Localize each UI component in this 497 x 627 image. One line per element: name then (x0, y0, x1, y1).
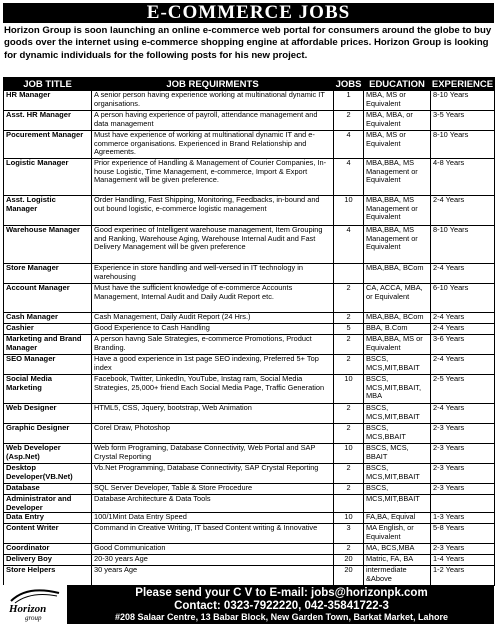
footer-email-line: Please send your C V to E-mail: jobs@horizonpk.com (135, 587, 428, 599)
job-title-cell: Cash Manager (4, 313, 92, 324)
education-cell: BBA, B.Com (364, 324, 431, 335)
experience-cell: 5-8 Years (431, 524, 495, 544)
job-count-cell: 4 (334, 226, 364, 264)
job-count-cell: 10 (334, 196, 364, 226)
experience-cell: 1-2 Years (431, 566, 495, 586)
education-cell: MA, BCS,MBA (364, 544, 431, 555)
table-row (4, 355, 495, 375)
table-row (4, 375, 495, 404)
education-cell: Matric, FA, BA (364, 555, 431, 566)
job-title-cell: Asst. HR Manager (4, 111, 92, 131)
job-requirements-cell: Must have the sufficient knowledge of e-commerce Accounts Management, Internal Audit and Daily Audit Report etc. (92, 284, 334, 313)
job-title-cell: Store Manager (4, 264, 92, 284)
footer-contact-line: Contact: 0323-7922220, 042-35841722-3 (174, 600, 389, 612)
job-requirements-cell: Corel Draw, Photoshop (92, 424, 334, 444)
job-count-cell: 10 (334, 513, 364, 524)
education-cell: MBA, MS or Equivalent (364, 91, 431, 111)
table-row (4, 324, 495, 335)
job-requirements-cell: A person havng Sale Strategies, e-commerce Promotions, Product Branding. (92, 335, 334, 355)
education-cell: MBA, MS or Equivalent (364, 131, 431, 159)
job-requirements-cell: Database Architecture & Data Tools (92, 495, 334, 513)
education-cell: MBA,BBA, MS Management or Equivalent (364, 226, 431, 264)
experience-cell: 2-3 Years (431, 544, 495, 555)
table-row (4, 91, 495, 111)
job-requirements-cell: Vb.Net Programming, Database Connectivity, SAP Crystal Reporting (92, 464, 334, 484)
job-requirements-cell: Facebook, Twitter, LinkedIn, YouTube, Instag ram, Social Media Strategies, 25,000+ friend Each Social Media Page, Traffic Generation (92, 375, 334, 404)
job-requirements-cell: A person having experience of payroll, attendance management and data management (92, 111, 334, 131)
education-cell: BSCS, MCS,MIT,BBAIT (364, 404, 431, 424)
education-cell: BSCS, (364, 484, 431, 495)
job-count-cell: 10 (334, 444, 364, 464)
education-cell: MBA,BBA, BCom (364, 264, 431, 284)
job-count-cell: 2 (334, 404, 364, 424)
experience-cell: 1-4 Years (431, 555, 495, 566)
experience-cell: 2-3 Years (431, 424, 495, 444)
table-row (4, 335, 495, 355)
job-title-cell: Web Designer (4, 404, 92, 424)
job-requirements-cell: SQL Server Developer, Table & Store Procedure (92, 484, 334, 495)
job-title-cell: Web Developer (Asp.Net) (4, 444, 92, 464)
footer-address-line: #208 Salaar Centre, 13 Babar Block, New Garden Town, Barkat Market, Lahore (115, 612, 448, 622)
table-row (4, 404, 495, 424)
company-logo (3, 585, 67, 624)
column-header: JOBS (334, 78, 364, 91)
education-cell: MBA,BBA, MS Management or Equivalent (364, 196, 431, 226)
job-title-cell: Content Writer (4, 524, 92, 544)
job-title-cell: Graphic Designer (4, 424, 92, 444)
experience-cell: 2-4 Years (431, 313, 495, 324)
job-requirements-cell: 100/1Mint Data Entry Speed (92, 513, 334, 524)
experience-cell: 8-10 Years (431, 131, 495, 159)
experience-cell: 8-10 Years (431, 91, 495, 111)
job-count-cell: 2 (334, 111, 364, 131)
job-count-cell: 2 (334, 284, 364, 313)
job-requirements-cell: HTML5, CSS, Jquery, bootstrap, Web Animation (92, 404, 334, 424)
job-count-cell: 2 (334, 355, 364, 375)
education-cell: MCS,MIT,BBAIT (364, 495, 431, 513)
experience-cell: 8-10 Years (431, 226, 495, 264)
job-count-cell: 10 (334, 375, 364, 404)
job-count-cell: 5 (334, 324, 364, 335)
job-title-cell: Data Entry (4, 513, 92, 524)
table-row (4, 555, 495, 566)
job-count-cell: 4 (334, 131, 364, 159)
table-row (4, 484, 495, 495)
job-requirements-cell: Cash Management, Daily Audit Report (24 Hrs.) (92, 313, 334, 324)
table-body (4, 91, 495, 586)
table-row (4, 313, 495, 324)
job-requirements-cell: Good Experience to Cash Handling (92, 324, 334, 335)
table-row (4, 284, 495, 313)
column-header: JOB TITLE (4, 78, 92, 91)
job-requirements-cell: Good Communication (92, 544, 334, 555)
job-requirements-cell: Web form Programing, Database Connectivity, Web Portal and SAP Crystal Reporting (92, 444, 334, 464)
education-cell: BSCS, MCS,BBAIT (364, 424, 431, 444)
table-row (4, 444, 495, 464)
job-requirements-cell: Command in Creative Writing, IT based Content writing & Innovative (92, 524, 334, 544)
table-row (4, 111, 495, 131)
experience-cell: 2-3 Years (431, 484, 495, 495)
education-cell: MA English, or Equivalent (364, 524, 431, 544)
education-cell: MBA,BBA, MS or Equivalent (364, 335, 431, 355)
experience-cell: 1-3 Years (431, 513, 495, 524)
job-count-cell: 2 (334, 313, 364, 324)
job-title-cell: Account Manager (4, 284, 92, 313)
experience-cell: 2-4 Years (431, 404, 495, 424)
education-cell: intermediate &Above (364, 566, 431, 586)
job-title-cell: Social Media Marketing (4, 375, 92, 404)
job-title-cell: Delivery Boy (4, 555, 92, 566)
job-count-cell: 2 (334, 424, 364, 444)
job-requirements-cell: Prior experience of Handling & Management of Courier Companies, In-house Logistic, Time Management, e-commerce, Import & Export Management will be given preference. (92, 159, 334, 196)
column-header: JOB REQUIRMENTS (92, 78, 334, 91)
job-title-cell: Coordinator (4, 544, 92, 555)
job-title-cell: Store Helpers (4, 566, 92, 586)
experience-cell: 2-4 Years (431, 324, 495, 335)
job-count-cell (334, 264, 364, 284)
column-header: EXPERIENCE (431, 78, 494, 90)
table-row (4, 159, 495, 196)
job-title-cell: Asst. Logistic Manager (4, 196, 92, 226)
job-requirements-cell: Have a good experience in 1st page SEO indexing, Preferred 5+ Top index (92, 355, 334, 375)
education-cell: FA,BA, Equival (364, 513, 431, 524)
job-requirements-cell: 30 years Age (92, 566, 334, 586)
logo-text: Horizon (9, 603, 47, 615)
education-cell: MBA, MBA, or Equivalent (364, 111, 431, 131)
education-cell: BSCS, MCS,MIT,BBAIT (364, 464, 431, 484)
experience-cell: 2-4 Years (431, 355, 495, 375)
education-cell: BSCS, MCS, BBAIT (364, 444, 431, 464)
job-title-cell: Logistic Manager (4, 159, 92, 196)
job-requirements-cell: Must have experience of working at multinational dynamic IT and e-commerce organisations. Experienced in Brand Relationship and Agreements. (92, 131, 334, 159)
job-count-cell: 4 (334, 159, 364, 196)
experience-cell: 3-5 Years (431, 111, 495, 131)
table-row (4, 464, 495, 484)
footer-contact-bar (3, 585, 494, 624)
jobs-table (3, 77, 495, 586)
experience-cell: 2-4 Years (431, 196, 495, 226)
job-requirements-cell: Order Handling, Fast Shipping, Monitoring, Feedbacks, in-bound and out bound logistic, e-commerce logistic management (92, 196, 334, 226)
education-cell: MBA,BBA, MS Management or Equivalent (364, 159, 431, 196)
job-count-cell: 2 (334, 544, 364, 555)
job-count-cell (334, 495, 364, 513)
column-header: EDUCATION (364, 78, 431, 91)
table-row (4, 196, 495, 226)
job-title-cell: Administrator and Developer (4, 495, 92, 513)
experience-cell: 6-10 Years (431, 284, 495, 313)
job-requirements-cell: A senior person having experience working at multinational dynamic IT organisations. (92, 91, 334, 111)
experience-cell: 2-5 Years (431, 375, 495, 404)
job-title-cell: Pocurement Manager (4, 131, 92, 159)
job-title-cell: Database (4, 484, 92, 495)
experience-cell: 2-3 Years (431, 444, 495, 464)
experience-cell (431, 495, 495, 513)
table-header-row (4, 78, 495, 91)
table-row (4, 524, 495, 544)
job-requirements-cell: Good experinec of Intelligent warehouse management, Item Grouping and Ranking, Warehouse Aging, Warehouse Internal Audit and Fast Delivery Management will be given preference (92, 226, 334, 264)
experience-cell: 3-6 Years (431, 335, 495, 355)
table-row (4, 513, 495, 524)
job-title-cell: SEO Manager (4, 355, 92, 375)
education-cell: BSCS, MCS,MIT,BBAIT (364, 355, 431, 375)
table-row (4, 226, 495, 264)
table-row (4, 424, 495, 444)
job-title-cell: Cashier (4, 324, 92, 335)
job-title-cell: Marketing and Brand Manager (4, 335, 92, 355)
job-title-cell: Warehouse Manager (4, 226, 92, 264)
job-count-cell: 3 (334, 524, 364, 544)
logo-subtext: group (25, 614, 42, 622)
job-requirements-cell: Experience in store handling and well-versed in IT technology in warehousing (92, 264, 334, 284)
table-row (4, 544, 495, 555)
table-row (4, 566, 495, 586)
job-title-cell: HR Manager (4, 91, 92, 111)
job-count-cell: 20 (334, 555, 364, 566)
intro-paragraph: Horizon Group is soon launching an online e-commerce web portal for consumers around the globe to buy goods over the internet using e-commerce shopping engine at affordable prices. Horizon Group is looking for dynamic individuals for the following posts for his new project. (4, 25, 492, 61)
job-requirements-cell: 20-30 years Age (92, 555, 334, 566)
education-cell: BSCS, MCS,MIT,BBAIT, MBA (364, 375, 431, 404)
experience-cell: 4-8 Years (431, 159, 495, 196)
page-title: E-COMMERCE JOBS (3, 3, 494, 23)
job-count-cell: 1 (334, 91, 364, 111)
job-count-cell: 2 (334, 335, 364, 355)
table-row (4, 495, 495, 513)
job-title-cell: Desktop Developer(VB.Net) (4, 464, 92, 484)
job-count-cell: 2 (334, 484, 364, 495)
table-row (4, 131, 495, 159)
job-count-cell: 20 (334, 566, 364, 586)
education-cell: CA, ACCA, MBA, or Equivalent (364, 284, 431, 313)
experience-cell: 2-4 Years (431, 264, 495, 284)
table-row (4, 264, 495, 284)
education-cell: MBA,BBA, BCom (364, 313, 431, 324)
job-count-cell: 2 (334, 464, 364, 484)
experience-cell: 2-3 Years (431, 464, 495, 484)
